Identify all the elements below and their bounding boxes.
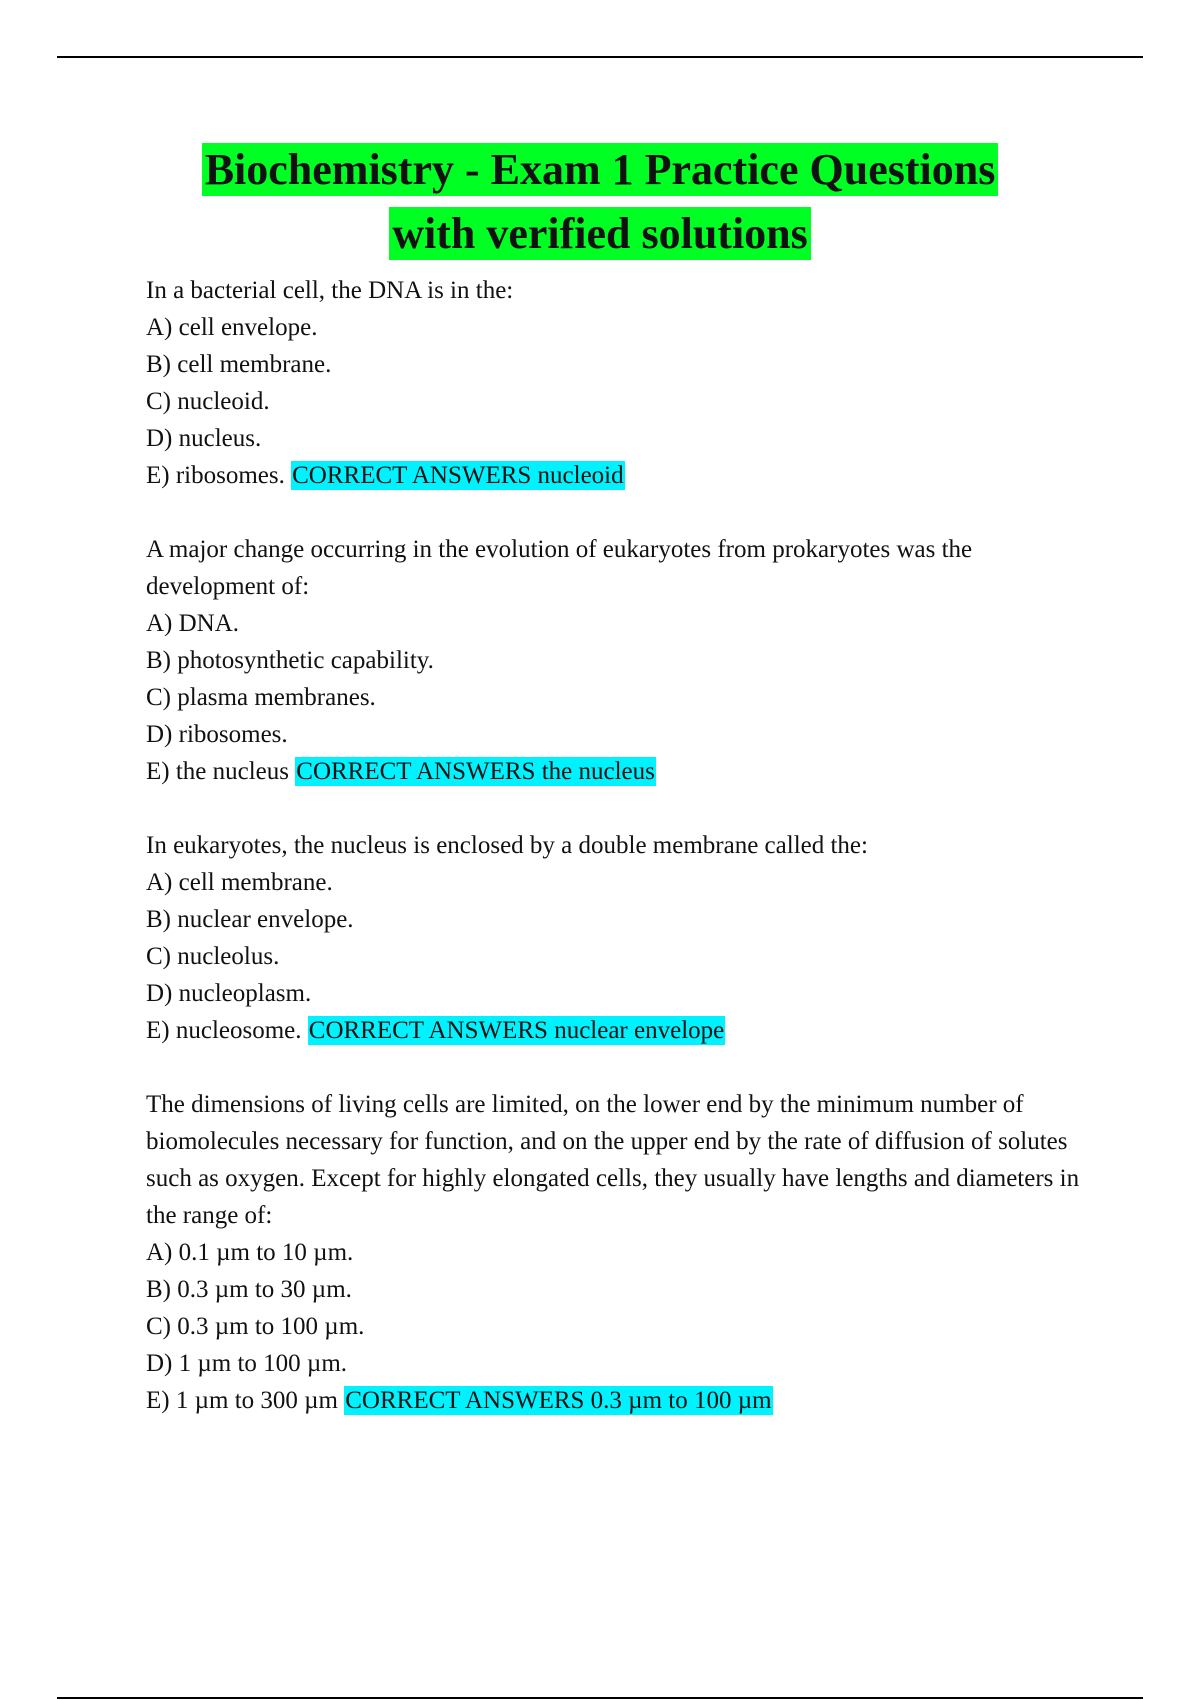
option-b: B) 0.3 µm to 30 µm. — [146, 1276, 352, 1303]
question-4 — [146, 1086, 1096, 1419]
title-line-1 — [0, 140, 1200, 200]
top-page-rule — [57, 56, 1143, 58]
option-e: E) the nucleus — [146, 758, 290, 785]
question-stem: A major change occurring in the evolution of eukaryotes from prokaryotes was the development of: — [146, 536, 973, 600]
option-a: A) cell membrane. — [146, 869, 333, 896]
title-line-2 — [0, 204, 1200, 264]
option-a: A) cell envelope. — [146, 314, 318, 341]
option-a: A) 0.1 µm to 10 µm. — [146, 1239, 354, 1266]
option-d: D) 1 µm to 100 µm. — [146, 1350, 348, 1377]
option-c: C) 0.3 µm to 100 µm. — [146, 1313, 365, 1340]
correct-answer-highlight: CORRECT ANSWERS the nucleus — [296, 758, 655, 785]
option-e-row — [146, 1382, 1096, 1419]
question-2 — [146, 531, 1096, 790]
document-title — [0, 140, 1200, 264]
option-e-row — [146, 457, 1096, 494]
option-d: D) ribosomes. — [146, 721, 288, 748]
option-b: B) nuclear envelope. — [146, 906, 354, 933]
option-c: C) nucleolus. — [146, 943, 280, 970]
option-e: E) 1 µm to 300 µm — [146, 1387, 338, 1414]
question-stem: In eukaryotes, the nucleus is enclosed by a double membrane called the: — [146, 832, 868, 859]
correct-answer-highlight: CORRECT ANSWERS 0.3 µm to 100 µm — [345, 1387, 772, 1414]
question-3 — [146, 827, 1096, 1049]
title-text-1: Biochemistry - Exam 1 Practice Questions — [202, 143, 999, 196]
bottom-page-rule — [57, 1697, 1143, 1699]
option-b: B) cell membrane. — [146, 351, 332, 378]
question-stem: In a bacterial cell, the DNA is in the: — [146, 277, 514, 304]
option-c: C) nucleoid. — [146, 388, 270, 415]
option-a: A) DNA. — [146, 610, 240, 637]
option-e-row — [146, 753, 1096, 790]
question-stem: The dimensions of living cells are limited, on the lower end by the minimum number of biomolecules necessary for function, and on the upper end by the rate of diffusion of solutes such as oxygen. Except for highly elongated cells, they usually have lengths and diameters in the range of: — [146, 1091, 1080, 1229]
option-d: D) nucleus. — [146, 425, 262, 452]
option-d: D) nucleoplasm. — [146, 980, 312, 1007]
correct-answer-highlight: CORRECT ANSWERS nucleoid — [292, 462, 624, 489]
option-e: E) ribosomes. — [146, 462, 285, 489]
option-e-row — [146, 1012, 1096, 1049]
question-list — [146, 272, 1096, 1456]
option-c: C) plasma membranes. — [146, 684, 376, 711]
correct-answer-highlight: CORRECT ANSWERS nuclear envelope — [308, 1017, 725, 1044]
title-text-2: with verified solutions — [389, 207, 811, 260]
question-1 — [146, 272, 1096, 494]
option-b: B) photosynthetic capability. — [146, 647, 434, 674]
option-e: E) nucleosome. — [146, 1017, 302, 1044]
